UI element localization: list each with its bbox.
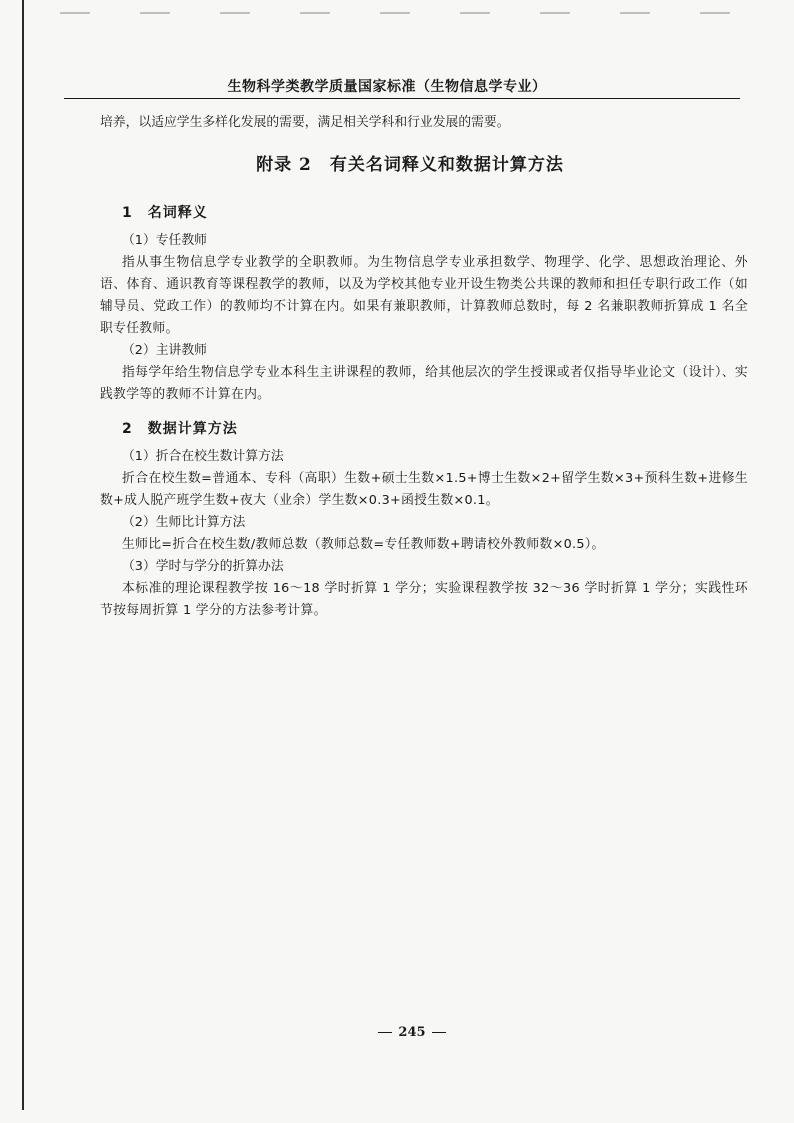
section-heading-calculations: 2 数据计算方法 <box>122 421 238 437</box>
section-heading-definitions: 1 名词释义 <box>122 205 208 221</box>
item-label-lead-teacher: （2）主讲教师 <box>122 343 207 358</box>
item-text-lead-teacher: 指每学年给生物信息学专业本科生主讲课程的教师，给其他层次的学生授课或者仅指导毕业论文（设计）、实践教学等的教师不计算在内。 <box>100 365 748 402</box>
page-number-value: 245 <box>398 1025 426 1040</box>
continuation-paragraph: 培养，以适应学生多样化发展的需要，满足相关学科和行业发展的需要。 <box>100 115 510 130</box>
header-rule <box>64 98 740 99</box>
appendix-title: 附录 2 有关名词释义和数据计算方法 <box>256 155 564 175</box>
item-label-student-count: （1）折合在校生数计算方法 <box>122 449 284 464</box>
running-header: 生物科学类教学质量国家标准（生物信息学专业） <box>227 79 547 95</box>
page-number <box>0 1025 794 1040</box>
item-text-ratio: 生师比=折合在校生数/教师总数（教师总数=专任教师数+聘请校外教师数×0.5）。 <box>122 537 605 552</box>
dash-right <box>432 1032 446 1033</box>
item-text-student-count: 折合在校生数=普通本、专科（高职）生数+硕士生数×1.5+博士生数×2+留学生数×3+预科生数+进修生数+成人脱产班学生数+夜大（业余）学生数×0.3+函授生数×0.1。 <box>100 471 748 508</box>
item-text-credit-conversion: 本标准的理论课程教学按 16～18 学时折算 1 学分；实验课程教学按 32～36 学时折算 1 学分；实践性环节按每周折算 1 学分的方法参考计算。 <box>100 581 748 618</box>
scan-edge-line <box>22 0 24 1110</box>
item-label-credit-conversion: （3）学时与学分的折算办法 <box>122 559 284 574</box>
item-label-fulltime-teacher: （1）专任教师 <box>122 233 207 248</box>
item-label-ratio: （2）生师比计算方法 <box>122 515 246 530</box>
page-content <box>100 112 748 622</box>
item-text-fulltime-teacher: 指从事生物信息学专业教学的全职教师。为生物信息学专业承担数学、物理学、化学、思想政治理论、外语、体育、通识教育等课程教学的教师，以及为学校其他专业开设生物类公共课的教师和担任专职行政工作（如辅导员、党政工作）的教师均不计算在内。如果有兼职教师，计算教师总数时，每 2 名兼职教师折算成 1 名全职专任教师。 <box>100 255 748 336</box>
scan-noise <box>60 12 760 14</box>
dash-left <box>378 1032 392 1033</box>
